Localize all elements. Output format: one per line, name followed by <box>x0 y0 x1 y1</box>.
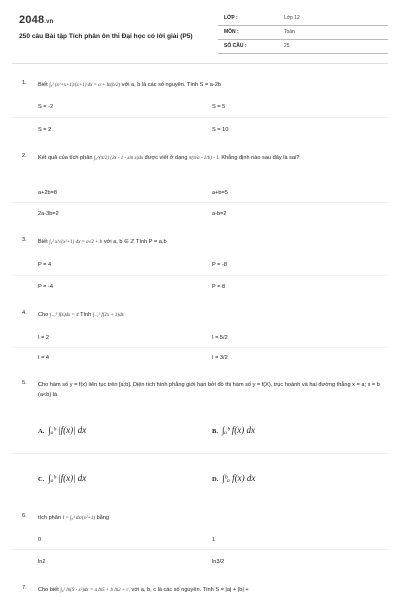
option-expression: ∫ₐᵇ |f(x)| dx <box>48 473 87 483</box>
answer-option-c[interactable]: ln2 <box>38 559 46 565</box>
stem-math: I = ∫₀¹ dx/(x²+1) <box>62 516 96 521</box>
question-number: 7. <box>22 585 27 591</box>
question-stem: Cho hàm số y = f(x) liên tục trên [a;b]. Diện tích hình phẳng giới hạn bởi đồ thị hàm số y = f(X), trục hoành và hai đường thẳng x = a; x = b (a<b) là <box>38 382 380 398</box>
answer-option-d[interactable]: S = 10 <box>212 127 229 133</box>
answer-option-d[interactable] <box>212 473 255 483</box>
stem-math: ∫₁² x/√(x²+1) dx = a√2 + b <box>49 240 103 245</box>
option-expression: ∫ₐᵇ |f(x)| dx <box>48 425 87 435</box>
meta-key: MÔN : <box>224 29 239 35</box>
question-number: 4. <box>22 310 27 316</box>
answer-option-a[interactable] <box>38 425 86 435</box>
stem-text: bằng <box>96 515 110 521</box>
document-title: 250 câu Bài tập Tích phân ôn thi Đại học có lời giải (P5) <box>19 33 193 40</box>
question-stem <box>38 80 388 91</box>
question-stem <box>38 310 388 321</box>
stem-math: ∫₀² ln(9 - x²)dx = a ln5 + b ln2 + c, <box>60 588 130 593</box>
logo-suffix: .vn <box>44 19 54 25</box>
stem-text: Khẳng định nào sau đây là sai? <box>221 155 300 161</box>
meta-row-count <box>218 40 388 54</box>
answer-option-b[interactable]: P = -8 <box>212 262 227 268</box>
answer-option-c[interactable]: P = -4 <box>38 284 53 290</box>
meta-table <box>218 12 388 54</box>
row-divider <box>12 275 388 276</box>
question-stem <box>38 153 388 164</box>
question-number: 1. <box>22 80 27 86</box>
answer-option-a[interactable]: P = 4 <box>38 262 52 268</box>
question-number: 2. <box>22 153 27 159</box>
question-stem <box>38 513 388 524</box>
answer-option-c[interactable] <box>38 473 86 483</box>
option-expression: ∫ᵇₐ f(x) dx <box>222 473 256 483</box>
answer-option-c[interactable]: I = 4 <box>38 355 50 361</box>
row-divider <box>12 347 388 348</box>
answer-option-a[interactable]: a+2b=8 <box>38 190 57 196</box>
row-divider <box>12 549 388 550</box>
question-stem <box>38 585 388 596</box>
answer-option-d[interactable]: P = 8 <box>212 284 226 290</box>
stem-math: ∫₀^(π/2) (2x - 1 - sin x)dx <box>94 156 144 161</box>
meta-row-class <box>218 12 388 26</box>
meta-value: Toán <box>284 29 295 35</box>
meta-value: Lớp 12 <box>284 15 300 21</box>
answer-option-b[interactable]: a+b=5 <box>212 190 228 196</box>
answer-option-d[interactable]: a-b=2 <box>212 211 227 217</box>
question-number: 6. <box>22 513 27 519</box>
stem-text: Biết <box>38 239 48 245</box>
stem-text: Cho biết <box>38 587 59 593</box>
meta-value: 25 <box>284 43 290 49</box>
answer-option-a[interactable]: S = -2 <box>38 104 54 110</box>
option-label: C. <box>38 476 45 483</box>
stem-math: ∫₀² (x²+x+1)/(x+1) dx = a + ln(b/2) <box>49 83 121 88</box>
stem-text: với a, b ∈ ℤ Tính P = a.b <box>103 239 167 245</box>
stem-math: ∫₋₁² f(2x + 1)dx <box>92 313 124 318</box>
stem-text: Biết <box>38 82 48 88</box>
stem-text: Tính <box>80 312 92 318</box>
option-label: A. <box>38 428 45 435</box>
stem-text: được viết ở dạng <box>144 155 188 161</box>
option-label: D. <box>212 476 219 483</box>
meta-key: SỐ CÂU : <box>224 43 247 49</box>
answer-option-a[interactable]: I = 2 <box>38 335 50 341</box>
row-divider <box>12 117 388 118</box>
question-number: 5. <box>22 380 27 386</box>
question-stem <box>38 237 388 248</box>
meta-key: LỚP : <box>224 15 238 21</box>
answer-option-c[interactable]: S = 2 <box>38 127 52 133</box>
option-expression: ∫ₐᵇ f(x) dx <box>221 425 255 435</box>
site-logo[interactable] <box>19 14 54 26</box>
answer-option-c[interactable]: 2a-3b=2 <box>38 211 59 217</box>
question-number: 3. <box>22 237 27 243</box>
stem-math: π(π/a - 1/b) - 1. <box>189 156 220 161</box>
answer-option-d[interactable]: I = 3/2 <box>212 355 228 361</box>
answer-option-b[interactable]: 1 <box>212 537 216 543</box>
answer-option-d[interactable]: ln3/2 <box>212 559 225 565</box>
answer-option-a[interactable]: 0 <box>38 537 42 543</box>
option-label: B. <box>212 428 218 435</box>
stem-text: Kết quả của tích phân <box>38 155 93 161</box>
header-divider <box>12 63 388 64</box>
meta-row-subject <box>218 26 388 40</box>
answer-option-b[interactable]: I = 5/2 <box>212 335 228 341</box>
logo-text: 2048 <box>19 14 45 26</box>
answer-option-b[interactable]: S = 5 <box>212 104 226 110</box>
stem-math: ∫₋₁⁵ f(x)dx = 4 <box>49 313 79 318</box>
row-divider <box>12 453 388 454</box>
stem-text: Cho <box>38 312 49 318</box>
stem-text: tích phân <box>38 515 62 521</box>
row-divider <box>12 202 388 203</box>
answer-option-b[interactable] <box>212 425 255 435</box>
stem-text: với a, b, c là các số nguyên. Tính S = |a| + |b| + <box>131 587 249 593</box>
stem-text: với a, b là các số nguyên. Tính S = a-2b <box>121 82 221 88</box>
page-header <box>0 0 400 60</box>
